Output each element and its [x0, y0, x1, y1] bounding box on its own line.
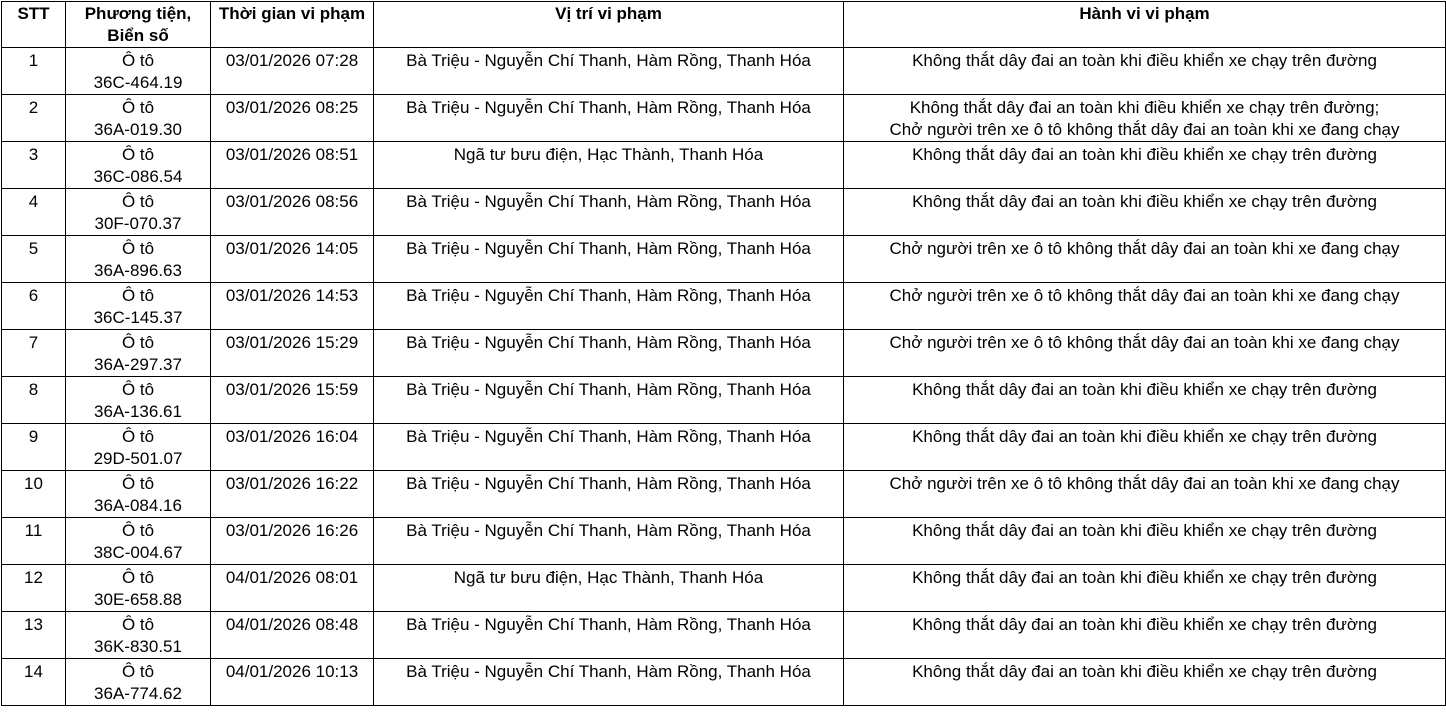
cell-stt: 5	[2, 236, 66, 283]
table-header	[2, 2, 1446, 48]
cell-location: Bà Triệu - Nguyễn Chí Thanh, Hàm Rồng, Thanh Hóa	[374, 612, 844, 659]
cell-violation	[844, 424, 1446, 471]
cell-violation	[844, 565, 1446, 612]
cell-vehicle	[66, 95, 211, 142]
violation-line1: Không thắt dây đai an toàn khi điều khiển xe chạy trên đường	[912, 380, 1377, 399]
cell-violation	[844, 330, 1446, 377]
cell-violation	[844, 283, 1446, 330]
violation-line1: Không thắt dây đai an toàn khi điều khiển xe chạy trên đường	[912, 615, 1377, 634]
cell-violation	[844, 236, 1446, 283]
table-row	[2, 189, 1446, 236]
vehicle-type: Ô tô	[121, 192, 155, 211]
table-body	[2, 48, 1446, 706]
cell-vehicle	[66, 283, 211, 330]
vehicle-type: Ô tô	[121, 568, 155, 587]
violation-line1: Không thắt dây đai an toàn khi điều khiển xe chạy trên đường	[912, 662, 1377, 681]
plate-number: 36A-136.61	[94, 402, 182, 421]
header-vehicle-line1: Phương tiện,	[84, 4, 192, 23]
plate-number: 36A-896.63	[94, 261, 182, 280]
table-row	[2, 142, 1446, 189]
cell-time: 03/01/2026 08:56	[211, 189, 374, 236]
table-row	[2, 424, 1446, 471]
cell-stt: 13	[2, 612, 66, 659]
cell-violation	[844, 189, 1446, 236]
cell-location: Ngã tư bưu điện, Hạc Thành, Thanh Hóa	[374, 142, 844, 189]
vehicle-type: Ô tô	[121, 98, 155, 117]
cell-violation	[844, 612, 1446, 659]
plate-number: 36C-145.37	[93, 308, 183, 327]
vehicle-type: Ô tô	[121, 239, 155, 258]
vehicle-type: Ô tô	[121, 615, 155, 634]
violation-table	[1, 1, 1446, 706]
cell-location: Bà Triệu - Nguyễn Chí Thanh, Hàm Rồng, Thanh Hóa	[374, 330, 844, 377]
cell-time: 04/01/2026 08:48	[211, 612, 374, 659]
cell-stt: 3	[2, 142, 66, 189]
cell-location: Bà Triệu - Nguyễn Chí Thanh, Hàm Rồng, Thanh Hóa	[374, 424, 844, 471]
cell-violation	[844, 142, 1446, 189]
cell-time: 03/01/2026 08:25	[211, 95, 374, 142]
table-row	[2, 471, 1446, 518]
cell-time: 03/01/2026 14:05	[211, 236, 374, 283]
vehicle-type: Ô tô	[121, 51, 155, 70]
cell-stt: 14	[2, 659, 66, 706]
table-row	[2, 95, 1446, 142]
header-row	[2, 2, 1446, 48]
plate-number: 36K-830.51	[94, 637, 182, 656]
cell-time: 03/01/2026 15:59	[211, 377, 374, 424]
cell-violation	[844, 48, 1446, 95]
cell-time: 03/01/2026 14:53	[211, 283, 374, 330]
cell-violation	[844, 518, 1446, 565]
vehicle-type: Ô tô	[121, 333, 155, 352]
cell-location: Ngã tư bưu điện, Hạc Thành, Thanh Hóa	[374, 565, 844, 612]
table-row	[2, 518, 1446, 565]
cell-stt: 10	[2, 471, 66, 518]
vehicle-type: Ô tô	[121, 380, 155, 399]
cell-vehicle	[66, 518, 211, 565]
header-location: Vị trí vi phạm	[374, 2, 844, 48]
cell-location: Bà Triệu - Nguyễn Chí Thanh, Hàm Rồng, Thanh Hóa	[374, 659, 844, 706]
cell-vehicle	[66, 189, 211, 236]
cell-stt: 12	[2, 565, 66, 612]
cell-location: Bà Triệu - Nguyễn Chí Thanh, Hàm Rồng, Thanh Hóa	[374, 189, 844, 236]
table-row	[2, 48, 1446, 95]
cell-vehicle	[66, 48, 211, 95]
cell-location: Bà Triệu - Nguyễn Chí Thanh, Hàm Rồng, Thanh Hóa	[374, 95, 844, 142]
violation-line1: Chở người trên xe ô tô không thắt dây đai an toàn khi xe đang chạy	[889, 239, 1400, 258]
header-violation: Hành vi vi phạm	[844, 2, 1446, 48]
cell-stt: 11	[2, 518, 66, 565]
cell-stt: 6	[2, 283, 66, 330]
cell-location: Bà Triệu - Nguyễn Chí Thanh, Hàm Rồng, Thanh Hóa	[374, 471, 844, 518]
cell-vehicle	[66, 424, 211, 471]
cell-violation	[844, 95, 1446, 142]
plate-number: 36C-086.54	[93, 167, 183, 186]
vehicle-type: Ô tô	[121, 662, 155, 681]
cell-vehicle	[66, 612, 211, 659]
cell-violation	[844, 471, 1446, 518]
plate-number: 36A-019.30	[94, 120, 182, 139]
vehicle-type: Ô tô	[121, 474, 155, 493]
violation-line2: Chở người trên xe ô tô không thắt dây đai an toàn khi xe đang chạy	[889, 120, 1400, 139]
vehicle-type: Ô tô	[121, 521, 155, 540]
plate-number: 36A-774.62	[94, 684, 182, 703]
cell-stt: 7	[2, 330, 66, 377]
cell-stt: 4	[2, 189, 66, 236]
cell-time: 04/01/2026 10:13	[211, 659, 374, 706]
cell-violation	[844, 659, 1446, 706]
violation-line1: Không thắt dây đai an toàn khi điều khiển xe chạy trên đường	[912, 145, 1377, 164]
cell-vehicle	[66, 377, 211, 424]
cell-location: Bà Triệu - Nguyễn Chí Thanh, Hàm Rồng, Thanh Hóa	[374, 283, 844, 330]
header-vehicle-line2: Biển số	[107, 26, 169, 45]
plate-number: 30F-070.37	[94, 214, 182, 233]
table-row	[2, 236, 1446, 283]
violation-line1: Chở người trên xe ô tô không thắt dây đai an toàn khi xe đang chạy	[889, 333, 1400, 352]
cell-stt: 2	[2, 95, 66, 142]
violation-line1: Không thắt dây đai an toàn khi điều khiển xe chạy trên đường	[912, 192, 1377, 211]
cell-vehicle	[66, 142, 211, 189]
violation-line1: Không thắt dây đai an toàn khi điều khiển xe chạy trên đường	[912, 568, 1377, 587]
cell-vehicle	[66, 471, 211, 518]
header-stt: STT	[2, 2, 66, 48]
table-row	[2, 377, 1446, 424]
violation-line1: Không thắt dây đai an toàn khi điều khiển xe chạy trên đường	[912, 427, 1377, 446]
violation-line1: Chở người trên xe ô tô không thắt dây đai an toàn khi xe đang chạy	[889, 474, 1400, 493]
table-row	[2, 612, 1446, 659]
table-row	[2, 330, 1446, 377]
cell-stt: 8	[2, 377, 66, 424]
cell-stt: 1	[2, 48, 66, 95]
cell-vehicle	[66, 565, 211, 612]
cell-time: 03/01/2026 08:51	[211, 142, 374, 189]
vehicle-type: Ô tô	[121, 145, 155, 164]
plate-number: 29D-501.07	[93, 449, 183, 468]
cell-time: 03/01/2026 16:22	[211, 471, 374, 518]
table-row	[2, 283, 1446, 330]
violation-line1: Không thắt dây đai an toàn khi điều khiển xe chạy trên đường;	[909, 98, 1380, 117]
cell-vehicle	[66, 236, 211, 283]
plate-number: 36A-084.16	[94, 496, 182, 515]
plate-number: 30E-658.88	[94, 590, 182, 609]
cell-violation	[844, 377, 1446, 424]
table-row	[2, 659, 1446, 706]
cell-location: Bà Triệu - Nguyễn Chí Thanh, Hàm Rồng, Thanh Hóa	[374, 518, 844, 565]
header-vehicle	[66, 2, 211, 48]
violation-line1: Không thắt dây đai an toàn khi điều khiển xe chạy trên đường	[912, 51, 1377, 70]
cell-location: Bà Triệu - Nguyễn Chí Thanh, Hàm Rồng, Thanh Hóa	[374, 377, 844, 424]
cell-time: 03/01/2026 15:29	[211, 330, 374, 377]
cell-location: Bà Triệu - Nguyễn Chí Thanh, Hàm Rồng, Thanh Hóa	[374, 48, 844, 95]
vehicle-type: Ô tô	[121, 286, 155, 305]
cell-location: Bà Triệu - Nguyễn Chí Thanh, Hàm Rồng, Thanh Hóa	[374, 236, 844, 283]
table-row	[2, 565, 1446, 612]
violation-line1: Không thắt dây đai an toàn khi điều khiển xe chạy trên đường	[912, 521, 1377, 540]
cell-stt: 9	[2, 424, 66, 471]
plate-number: 38C-004.67	[93, 543, 183, 562]
cell-time: 03/01/2026 07:28	[211, 48, 374, 95]
cell-time: 04/01/2026 08:01	[211, 565, 374, 612]
header-time: Thời gian vi phạm	[211, 2, 374, 48]
plate-number: 36C-464.19	[93, 73, 183, 92]
cell-vehicle	[66, 659, 211, 706]
cell-time: 03/01/2026 16:04	[211, 424, 374, 471]
cell-time: 03/01/2026 16:26	[211, 518, 374, 565]
cell-vehicle	[66, 330, 211, 377]
plate-number: 36A-297.37	[94, 355, 182, 374]
vehicle-type: Ô tô	[121, 427, 155, 446]
violation-line1: Chở người trên xe ô tô không thắt dây đai an toàn khi xe đang chạy	[889, 286, 1400, 305]
